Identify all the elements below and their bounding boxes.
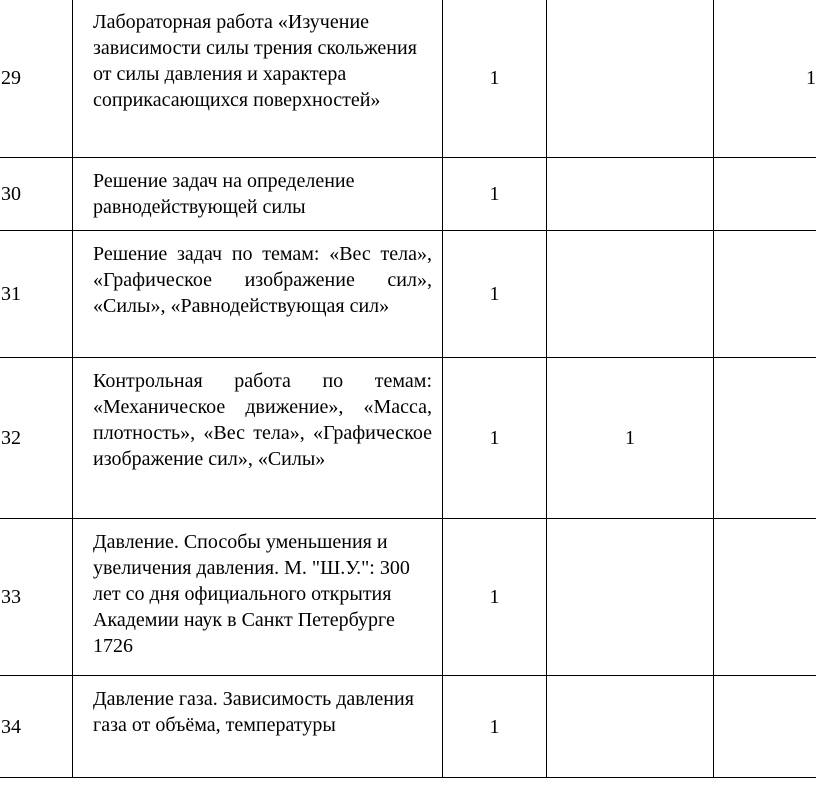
lesson-number: 32 [0, 358, 73, 519]
lesson-control-works [547, 231, 714, 358]
lesson-practical-works [714, 519, 816, 676]
lesson-topic-text: Решение задач по темам: «Вес тела», «Графическое изображение сил», «Силы», «Равнодействующая сил» [93, 243, 432, 317]
lesson-topic [73, 676, 443, 778]
lesson-control-works [547, 676, 714, 778]
table-row [0, 676, 816, 778]
lesson-number: 33 [0, 519, 73, 676]
lesson-control-works [547, 158, 714, 231]
lesson-number: 34 [0, 676, 73, 778]
lesson-control-works: 1 [547, 358, 714, 519]
table-row [0, 519, 816, 676]
lesson-topic-text: Контрольная работа по темам: «Механическое движение», «Масса, плотность», «Вес тела», «Графическое изображение сил», «Силы» [93, 370, 432, 470]
lesson-number: 29 [0, 0, 73, 158]
lesson-topic [73, 158, 443, 231]
lesson-number: 30 [0, 158, 73, 231]
lesson-topic [73, 358, 443, 519]
lesson-topic-text: Давление газа. Зависимость давления газа от объёма, температуры [93, 688, 414, 736]
lesson-control-works [547, 0, 714, 158]
lesson-control-works [547, 519, 714, 676]
lesson-topic-text: Решение задач на определение равнодействующей силы [93, 170, 355, 218]
lesson-practical-works [714, 676, 816, 778]
lesson-hours: 1 [443, 519, 547, 676]
lesson-hours: 1 [443, 231, 547, 358]
lesson-hours: 1 [443, 676, 547, 778]
lesson-practical-works [714, 231, 816, 358]
lesson-number: 31 [0, 231, 73, 358]
lesson-practical-works: 1 [714, 0, 816, 158]
lesson-practical-works [714, 358, 816, 519]
lesson-hours: 1 [443, 158, 547, 231]
lesson-topic [73, 0, 443, 158]
lesson-topic-text: Давление. Способы уменьшения и увеличения давления. М. "Ш.У.": 300 лет со дня официального открытия Академии наук в Санкт Петербурге 1726 [93, 531, 410, 657]
table-row [0, 358, 816, 519]
table-row [0, 231, 816, 358]
lesson-hours: 1 [443, 358, 547, 519]
lesson-hours: 1 [443, 0, 547, 158]
lesson-topic [73, 519, 443, 676]
table-row [0, 0, 816, 158]
lesson-topic [73, 231, 443, 358]
lesson-topic-text: Лабораторная работа «Изучение зависимости силы трения скольжения от силы давления и характера соприкасающихся поверхностей» [93, 11, 417, 111]
table-row [0, 158, 816, 231]
lesson-practical-works [714, 158, 816, 231]
